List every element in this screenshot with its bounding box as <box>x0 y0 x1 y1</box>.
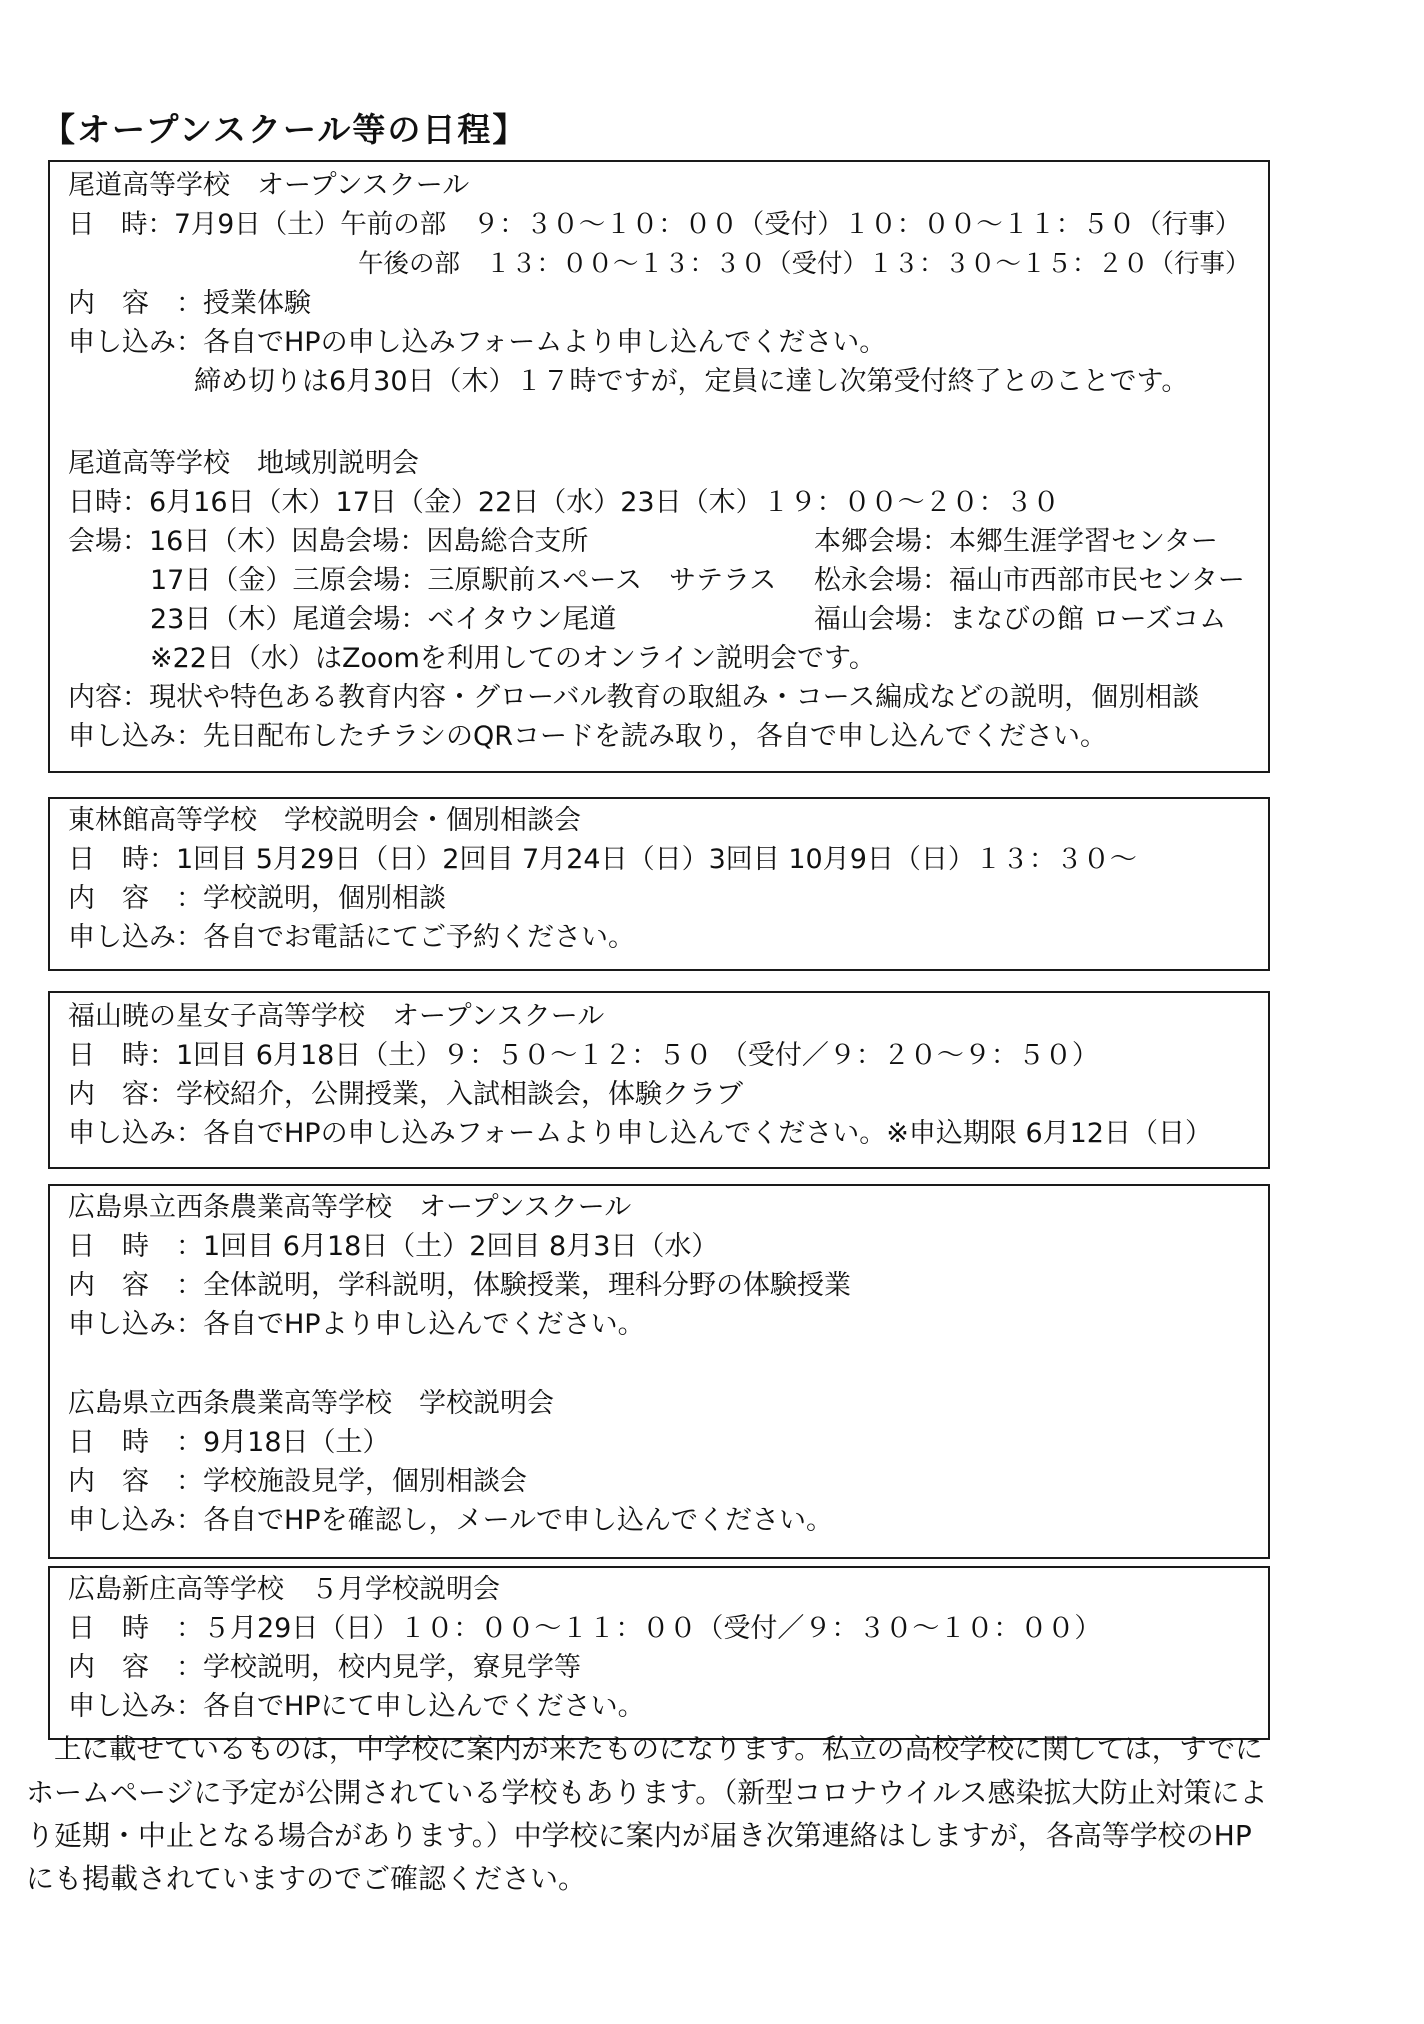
event-content: 内 容 ：授業体験 <box>68 288 311 319</box>
event-datetime: 日 時：1回目 6月18日（土）９：５０～１２：５０ （受付／９：２０～９：５０） <box>68 1040 1099 1071</box>
footer-note <box>26 1728 1276 1900</box>
footer-line: にも掲載されていますのでご確認ください。 <box>26 1862 587 1895</box>
fukuyama-akenohoshi-schedule-box <box>48 991 1270 1169</box>
event-heading: 広島県立西条農業高等学校 オープンスクール <box>68 1192 632 1223</box>
event-datetime: 日時：6月16日（木）17日（金）22日（水）23日（木）１９：００～２０：３０ <box>68 487 1060 518</box>
footer-line: 上に載せているものは，中学校に案内が来たものになります。私立の高校学校に関しては，すでに <box>54 1733 1263 1765</box>
event-heading: 広島新庄高等学校 ５月学校説明会 <box>68 1574 500 1605</box>
event-content: 内 容：学校紹介，公開授業，入試相談会，体験クラブ <box>68 1079 743 1110</box>
event-datetime: 日 時 ：1回目 6月18日（土）2回目 8月3日（水） <box>68 1231 719 1262</box>
event-datetime: 日 時：1回目 5月29日（日）2回目 7月24日（日）3回目 10月9日（日）１３：３０～ <box>68 844 1137 875</box>
event-content: 内 容 ：学校施設見学，個別相談会 <box>68 1466 527 1497</box>
event-heading: 尾道高等学校 地域別説明会 <box>68 448 419 479</box>
footer-line: ホームページに予定が公開されている学校もあります。（新型コロナウイルス感染拡大防止対策によ <box>26 1776 1268 1809</box>
event-datetime-afternoon: 午後の部 １３：００～１３：３０（受付）１３：３０～１５：２０（行事） <box>358 249 1251 279</box>
page-title: 【オープンスクール等の日程】 <box>42 110 528 149</box>
event-heading: 東林館高等学校 学校説明会・個別相談会 <box>68 805 581 836</box>
event-application: 申し込み：各自でお電話にてご予約ください。 <box>68 922 635 953</box>
event-content: 内 容 ：全体説明，学科説明，体験授業，理科分野の体験授業 <box>68 1270 851 1301</box>
event-application: 申し込み：各自でHPの申し込みフォームより申し込んでください。 <box>68 327 887 358</box>
venue-mihara: 17日（金）三原会場：三原駅前スペース サテラス <box>150 565 777 596</box>
onomichi-schedule-box <box>48 160 1270 773</box>
venue-hongo: 本郷会場：本郷生涯学習センター <box>814 526 1218 557</box>
venue-inoshima: 会場：16日（木）因島会場：因島総合支所 <box>68 526 589 557</box>
event-application: 申し込み：各自でHPの申し込みフォームより申し込んでください。※申込期限 6月12日（日） <box>68 1118 1212 1149</box>
venue-matsunaga: 松永会場：福山市西部市民センター <box>814 565 1245 596</box>
event-application: 申し込み：各自でHPを確認し，メールで申し込んでください。 <box>68 1505 834 1536</box>
event-content: 内 容 ：学校説明，個別相談 <box>68 883 446 914</box>
shinjo-schedule-box <box>48 1566 1270 1740</box>
event-application: 申し込み：各自でHPより申し込んでください。 <box>68 1309 645 1340</box>
footer-line: り延期・中止となる場合があります。）中学校に案内が届き次第連絡はしますが，各高等学校のHP <box>26 1819 1252 1852</box>
online-note: ※22日（水）はZoomを利用してのオンライン説明会です。 <box>150 643 876 674</box>
event-deadline-note: 締め切りは6月30日（木）１７時ですが，定員に達し次第受付終了とのことです。 <box>194 366 1189 397</box>
event-heading: 尾道高等学校 オープンスクール <box>68 170 470 201</box>
event-content: 内容：現状や特色ある教育内容・グローバル教育の取組み・コース編成などの説明，個別相談 <box>68 682 1200 713</box>
event-datetime: 日 時：7月9日（土）午前の部 ９：３０～１０：００（受付）１０：００～１１：５０（行事） <box>68 209 1242 240</box>
event-datetime: 日 時 ：５月29日（日）１０：００～１１：００（受付／９：３０～１０：００） <box>68 1613 1102 1644</box>
event-heading: 福山暁の星女子高等学校 オープンスクール <box>68 1001 605 1032</box>
event-heading: 広島県立西条農業高等学校 学校説明会 <box>68 1388 554 1419</box>
event-application: 申し込み：各自でHPにて申し込んでください。 <box>68 1691 645 1722</box>
venue-onomichi: 23日（木）尾道会場：ベイタウン尾道 <box>150 604 617 635</box>
event-datetime: 日 時 ：9月18日（土） <box>68 1427 390 1458</box>
event-content: 内 容 ：学校説明，校内見学，寮見学等 <box>68 1652 581 1683</box>
venue-fukuyama: 福山会場：まなびの館 ローズコム <box>814 604 1227 635</box>
saijo-nogyo-schedule-box <box>48 1184 1270 1559</box>
event-application: 申し込み：先日配布したチラシのQRコードを読み取り，各自で申し込んでください。 <box>68 721 1108 752</box>
torinkan-schedule-box <box>48 797 1270 971</box>
